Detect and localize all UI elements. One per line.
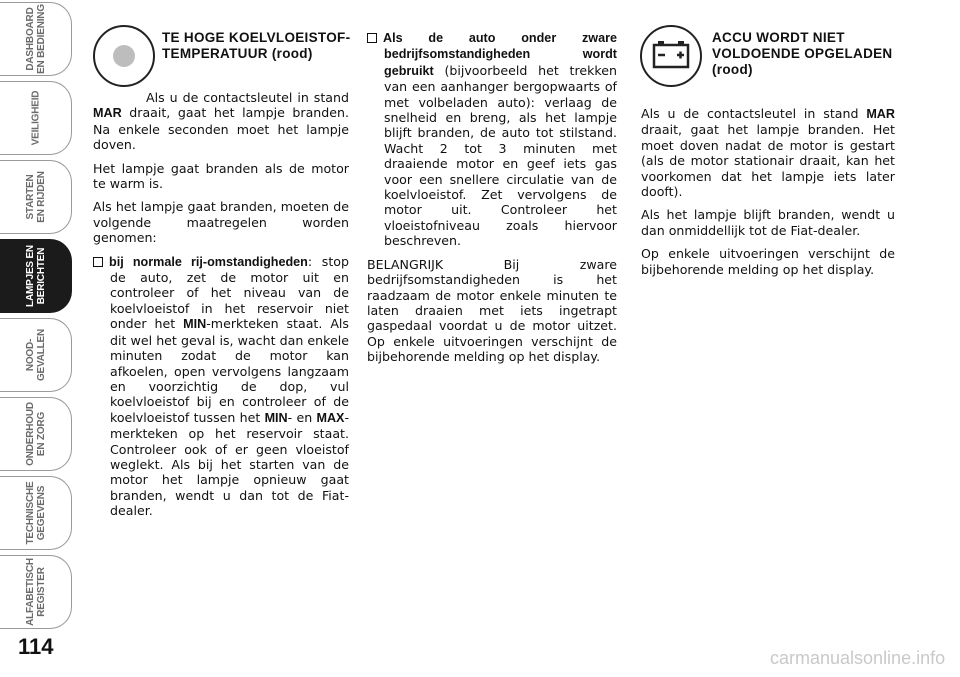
column-3 (641, 106, 895, 285)
paragraph: Het lampje gaat branden als de motor te warm is. (93, 160, 349, 192)
column-2 (367, 30, 617, 373)
tab-onderhoud[interactable]: ONDERHOUD EN ZORG (0, 397, 72, 471)
important-note: BELANGRIJK Bij zware bedrijfsomstandigheden is het raadzaam de motor enkele minuten te laten draaien met iets ingetrapt gaspedaal voordat u de motor uitzet. Op enkele uitvoeringen verschijnt de bijbehorende melding op het display. (367, 256, 617, 365)
paragraph: Als het lampje gaat branden, moeten de volgende maatregelen worden genomen: (93, 199, 349, 246)
tab-veiligheid[interactable]: VEILIGHEID (0, 81, 72, 155)
tab-starten[interactable]: STARTEN EN RIJDEN (0, 160, 72, 234)
paragraph: Als u de contactsleutel in stand MAR draait, gaat het lampje branden. Na enkele seconden moet het lampje doven. (93, 90, 349, 153)
checkbox-bullet-icon (93, 257, 103, 267)
chapter-tabs (0, 0, 72, 640)
column-1 (93, 90, 349, 527)
paragraph: Op enkele uitvoeringen verschijnt de bijbehorende melding op het display. (641, 246, 895, 277)
section-title-coolant: TE HOGE KOELVLOEISTOF-TEMPERATUUR (rood) (162, 30, 351, 61)
tab-noodgevallen[interactable]: NOOD- GEVALLEN (0, 318, 72, 392)
watermark: carmanualsonline.info (770, 648, 946, 668)
page-number: 114 (18, 634, 54, 659)
paragraph: Als u de contactsleutel in stand MAR draait, gaat het lampje branden. Het moet doven nadat de motor is gestart (als de motor stationair draait, kan het voorkomen dat het lampje iets later dooft). (641, 106, 895, 200)
bullet-item: Als de auto onder zware bedrijfsomstandigheden wordt gebruikt (bijvoorbeeld het trekken van een aanhanger bergopwaarts of met volbeladen auto): verlaag de snelheid en breng, als het lampje blijft branden, de auto tot stilstand. Wacht 2 tot 3 minuten met draaiende motor en geef iets gas voor een snellere circulatie van de koelvloeistof. Zet vervolgens de motor uit. Controleer het vloeistofniveau zoals hiervoor beschreven. (367, 30, 617, 249)
tab-register[interactable]: ALFABETISCH REGISTER (0, 555, 72, 629)
tab-dashboard[interactable]: DASHBOARD EN BEDIENING (0, 2, 72, 76)
bullet-item: bij normale rij-omstandigheden: stop de auto, zet de motor uit en controleer of het niveau van de koelvloeistof in het reservoir niet onder het MIN-merkteken staat. Als dit wel het geval is, wacht dan enkele minuten zodat de motor kan afkoelen, open vervolgens langzaam en voorzichtig de dop, vul koelvloeistof bij en controleer of de koelvloeistof tussen het MIN- en MAX-merkteken op het reservoir staat. Controleer ook of er geen vloeistof weglekt. Als bij het starten van de motor het lampje opnieuw gaat branden, wendt u dan tot de Fiat-dealer. (93, 254, 349, 519)
paragraph: Als het lampje blijft branden, wendt u dan onmiddellijk tot de Fiat-dealer. (641, 207, 895, 238)
checkbox-bullet-icon (367, 33, 377, 43)
coolant-warning-icon (93, 25, 155, 87)
section-title-battery: ACCU WORDT NIET VOLDOENDE OPGELADEN (rood) (712, 30, 893, 77)
battery-warning-icon (640, 25, 702, 87)
tab-technische[interactable]: TECHNISCHE GEGEVENS (0, 476, 72, 550)
tab-lampjes[interactable]: LAMPJES EN BERICHTEN (0, 239, 72, 313)
